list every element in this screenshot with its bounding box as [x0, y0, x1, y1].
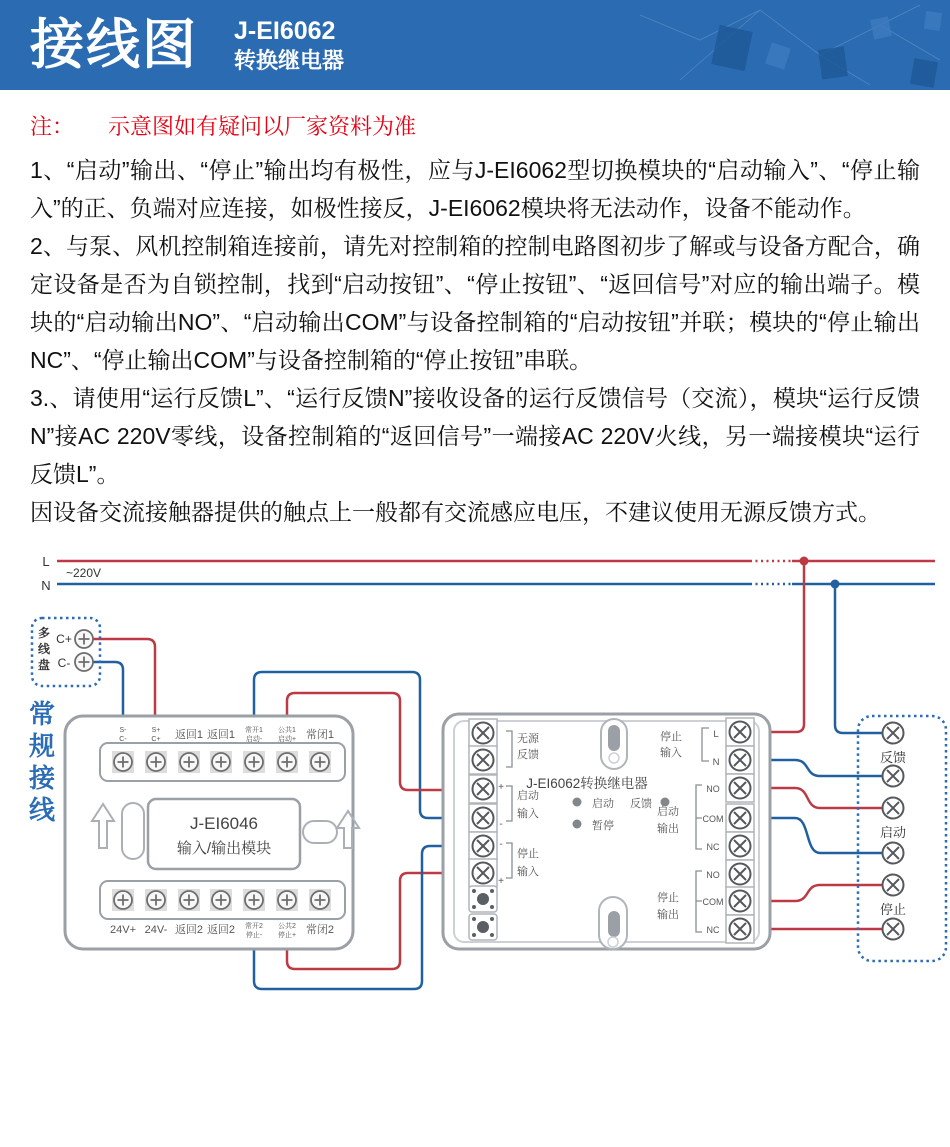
svg-text:常闭2: 常闭2: [305, 924, 335, 936]
panel-label-3: 盘: [37, 658, 51, 672]
io-nameplate: [148, 799, 300, 869]
screw-terminal: [245, 753, 263, 771]
svg-text:返回2: 返回2: [174, 924, 204, 936]
power-lines: [41, 554, 935, 593]
svg-text:停止-: 停止-: [245, 932, 263, 939]
svg-text:无源: 无源: [517, 733, 539, 745]
screw-terminal: [114, 891, 132, 909]
svg-text:N: N: [712, 757, 720, 768]
svg-text:停止+: 停止+: [277, 932, 297, 939]
svg-text:COM: COM: [702, 897, 724, 907]
screw-terminal: [75, 630, 93, 648]
screw-terminal: [473, 808, 494, 829]
screw-terminal: [180, 753, 198, 771]
product-name: 转换继电器: [234, 47, 345, 73]
svg-text:NC: NC: [706, 842, 720, 852]
voltage-label: ~220V: [66, 566, 102, 580]
paragraph-3: 3.、请使用“运行反馈L”、“运行反馈N”接收设备的运行反馈信号（交流），模块“运行反馈N”接AC 220V零线，设备控制箱的“返回信号”一端接AC 220V火线，另一端接模块“运行反馈L”。: [30, 385, 920, 487]
screw-terminal: [311, 891, 329, 909]
led-pause-label: 暂停: [592, 820, 614, 832]
svg-text:-: -: [499, 839, 503, 850]
svg-text:NO: NO: [706, 870, 720, 880]
note-line: [30, 110, 920, 141]
screw-terminal: [730, 836, 751, 857]
svg-text:规: 规: [28, 731, 56, 761]
svg-text:输出: 输出: [657, 909, 679, 921]
relay-left-terminals: [469, 719, 497, 940]
screw-terminal: [730, 864, 751, 885]
wire-feedback-n: [757, 760, 883, 776]
svg-text:输出: 输出: [657, 823, 679, 835]
header-decoration: [620, 0, 950, 90]
screw-terminal: [180, 891, 198, 909]
paragraph-4: 因设备交流接触器提供的触点上一般都有交流感应电压，不建议使用无源反馈方式。: [30, 499, 881, 525]
screw-terminal: [114, 753, 132, 771]
led-start-label: 启动: [592, 798, 614, 810]
svg-text:停止: 停止: [517, 848, 539, 860]
svg-text:COM: COM: [702, 814, 724, 824]
wire-n-to-feedback: [835, 586, 883, 733]
device-feedback-label: 反馈: [879, 750, 907, 765]
svg-text:常: 常: [28, 699, 56, 729]
svg-text:启动+: 启动+: [277, 736, 297, 743]
svg-text:S-: S-: [119, 727, 127, 734]
svg-text:24V+: 24V+: [110, 924, 136, 936]
screw-terminal: [883, 766, 904, 787]
svg-text:NC: NC: [706, 925, 720, 935]
screw-terminal: [311, 753, 329, 771]
svg-text:停止: 停止: [657, 892, 679, 904]
svg-text:C+: C+: [151, 736, 161, 743]
page-title: 接线图: [30, 15, 198, 75]
svg-text:常开2: 常开2: [245, 923, 263, 930]
wire-l-to-relay: [757, 563, 804, 732]
svg-text:输入: 输入: [660, 747, 682, 759]
screw-terminal: [883, 919, 904, 940]
line-l-label: L: [42, 554, 50, 569]
screw-terminal: [147, 753, 165, 771]
panel-cminus-label: C-: [57, 656, 71, 670]
note-prefix: 注：: [30, 114, 75, 139]
svg-text:返回1: 返回1: [206, 729, 236, 741]
screw-terminal: [75, 653, 93, 671]
screw-terminal: [730, 919, 751, 940]
svg-text:24V-: 24V-: [144, 924, 168, 936]
svg-text:启动: 启动: [517, 790, 539, 802]
io-module-type: 输入/输出模块: [176, 840, 272, 857]
screw-terminal: [730, 722, 751, 743]
led-feedback-label: 反馈: [630, 798, 652, 810]
svg-text:S+: S+: [151, 727, 161, 734]
note-text: 示意图如有疑问以厂家资料为准: [108, 114, 417, 139]
led-pause: [573, 820, 582, 829]
screw-terminal: [212, 753, 230, 771]
panel-label-2: 线: [37, 642, 51, 656]
io-module: [65, 716, 359, 949]
screw-terminal: [212, 891, 230, 909]
svg-text:输入: 输入: [517, 808, 539, 820]
svg-text:停止: 停止: [660, 731, 682, 743]
svg-text:+: +: [498, 876, 504, 887]
led-start: [573, 798, 582, 807]
screw-terminal: [883, 875, 904, 896]
svg-text:启动: 启动: [657, 806, 679, 818]
panel-cplus-label: C+: [56, 632, 72, 646]
screw-terminal: [245, 891, 263, 909]
instruction-paragraphs: [30, 151, 920, 531]
model-number: J-EI6062: [234, 16, 336, 45]
svg-text:L: L: [713, 729, 719, 740]
device-start-label: 启动: [879, 825, 907, 840]
svg-text:常闭1: 常闭1: [305, 729, 335, 741]
screw-terminal: [473, 723, 494, 744]
svg-text:+: +: [498, 782, 504, 793]
loop-panel: [32, 618, 100, 686]
screw-terminal: [883, 843, 904, 864]
screw-terminal: [730, 778, 751, 799]
device-stop-label: 停止: [879, 902, 907, 917]
screw-terminal: [473, 779, 494, 800]
screw-terminal: [473, 750, 494, 771]
line-n-label: N: [41, 578, 51, 593]
relay-module-name: J-EI6062转换继电器: [526, 776, 648, 791]
screw-terminal: [473, 836, 494, 857]
io-module-name: J-EI6046: [189, 814, 259, 833]
screw-terminal: [730, 891, 751, 912]
header-subtitle: [234, 16, 344, 75]
svg-text:NO: NO: [706, 784, 720, 794]
wire-start-com: [757, 818, 883, 853]
screw-terminal: [473, 863, 494, 884]
paragraph-2: 2、与泵、风机控制箱连接前，请先对控制箱的控制电路图初步了解或与设备方配合，确定设备是否为自锁控制，找到“启动按钮”、“停止按钮”、“返回信号”对应的输出端子。模块的“启动输出NO”、“启动输出COM”与设备控制箱的“启动按钮”并联；模块的“停止输出NC”、“停止输出COM”与设备控制箱的“停止按钮”串联。: [30, 233, 920, 373]
wire-stop-com: [757, 885, 883, 901]
svg-text:公共2: 公共2: [278, 923, 296, 930]
jumper-button: [469, 914, 497, 940]
jumper-button: [469, 886, 497, 912]
screw-terminal: [883, 723, 904, 744]
svg-text:输入: 输入: [517, 866, 539, 878]
relay-right-terminals: [726, 718, 754, 943]
screw-terminal: [147, 891, 165, 909]
wiring-diagram: [0, 531, 950, 1018]
wire-start-no: [757, 788, 883, 808]
svg-text:反馈: 反馈: [517, 749, 539, 761]
screw-terminal: [730, 750, 751, 771]
screw-terminal: [278, 891, 296, 909]
svg-text:返回1: 返回1: [174, 729, 204, 741]
screw-terminal: [883, 798, 904, 819]
screw-terminal: [730, 808, 751, 829]
svg-text:接: 接: [28, 763, 56, 793]
svg-text:常开1: 常开1: [245, 727, 263, 734]
conventional-wiring-label: [29, 699, 56, 825]
svg-text:C-: C-: [119, 736, 127, 743]
paragraph-1: 1、“启动”输出、“停止”输出均有极性，应与J-EI6062型切换模块的“启动输入”、“停止输入”的正、负端对应连接，如极性接反，J-EI6062模块将无法动作，设备不能动作。: [30, 157, 920, 221]
screw-terminal: [278, 753, 296, 771]
relay-module: [443, 714, 770, 949]
svg-text:公共1: 公共1: [278, 727, 296, 734]
svg-text:启动-: 启动-: [245, 736, 263, 743]
device-terminal-box: [858, 716, 946, 961]
svg-text:返回2: 返回2: [206, 924, 236, 936]
svg-text:线: 线: [28, 795, 56, 825]
panel-label-1: 多: [37, 626, 51, 640]
svg-text:-: -: [499, 819, 503, 830]
header-banner: [0, 0, 950, 90]
